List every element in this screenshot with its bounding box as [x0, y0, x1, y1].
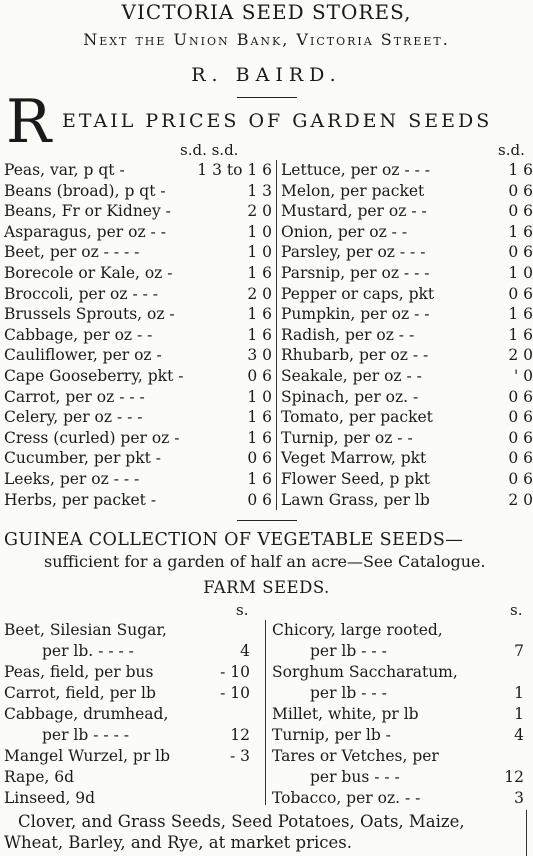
price-row: [281, 222, 533, 243]
price-row: [4, 222, 272, 243]
price-row: [4, 263, 272, 284]
price-row: [4, 387, 272, 408]
farm-seed-price: - 10: [220, 663, 250, 681]
guinea-heading: GUINEA COLLECTION OF VEGETABLE SEEDS—: [4, 530, 464, 550]
guinea-description: sufficient for a garden of half an acre—See Catalogue.: [44, 552, 486, 571]
seed-price: 1 6: [247, 264, 272, 282]
price-row: [281, 448, 533, 469]
seed-price: 0 6: [508, 243, 533, 262]
seed-name: Turnip, per oz - -: [281, 428, 413, 447]
seed-price: 2 0: [508, 490, 533, 509]
store-address: Next the Union Bank, Victoria Street.: [83, 30, 450, 49]
price-row: [281, 263, 533, 284]
farm-seed-price: 1: [514, 705, 524, 723]
price-row: [281, 469, 533, 490]
seed-name: Brussels Sprouts, oz -: [4, 305, 175, 324]
seed-name: Cape Gooseberry, pkt -: [4, 367, 184, 385]
seed-name: Veget Marrow, pkt: [281, 449, 427, 468]
heading-drop-cap: R: [6, 87, 52, 157]
seed-name: Pepper or caps, pkt: [281, 284, 435, 303]
seed-name: Cucumber, per pkt -: [4, 449, 161, 468]
price-row: [4, 428, 272, 449]
seed-name: Leeks, per oz - - -: [4, 470, 140, 488]
price-row: [4, 469, 272, 490]
seed-price: 0 6: [508, 470, 533, 488]
farm-seed-price: 4: [240, 642, 250, 660]
seed-price: 0 6: [508, 449, 533, 468]
price-row: [4, 325, 272, 346]
seed-name: Onion, per oz - -: [281, 222, 408, 241]
seed-price: 1 6: [247, 428, 272, 447]
farm-seed-text: Turnip, per lb -: [272, 726, 391, 744]
price-row: [281, 325, 533, 346]
price-row: [281, 387, 533, 408]
farm-seed-text: Tobacco, per oz. - -: [272, 789, 421, 807]
seed-price: 1 0: [508, 264, 533, 282]
price-row: [4, 366, 272, 387]
seed-price: 1 6: [508, 161, 533, 179]
seed-name: Lawn Grass, per lb: [281, 490, 430, 509]
seed-name: Melon, per packet: [281, 181, 425, 200]
seed-price: 0 6: [508, 284, 533, 303]
price-row: [4, 304, 272, 325]
farm-seed-price: - 3: [229, 747, 250, 765]
price-row: [281, 284, 533, 305]
right-unit-header: s.d.: [498, 141, 525, 159]
seed-price: 1 6: [508, 305, 533, 324]
price-row: [4, 284, 272, 305]
seed-name: Beans, Fr or Kidney -: [4, 202, 171, 221]
price-row: [4, 490, 272, 511]
seed-price: 1 6: [247, 470, 272, 488]
seed-price: 0 6: [247, 490, 272, 509]
price-row: [4, 448, 272, 469]
seed-name: Peas, var, p qt -: [4, 161, 125, 179]
footer-line-2: Wheat, Barley, and Rye, at market prices.: [4, 833, 352, 852]
store-title: VICTORIA SEED STORES,: [121, 0, 412, 24]
seed-price: 0 6: [508, 387, 533, 406]
seed-name: Borecole or Kale, oz -: [4, 264, 173, 282]
seed-name: Cauliflower, per oz -: [4, 346, 162, 365]
farm-seed-text: Tares or Vetches, per: [272, 747, 439, 765]
seed-price: 2 0: [247, 202, 272, 221]
seed-name: Celery, per oz - - -: [4, 408, 143, 427]
footer-line-1: Clover, and Grass Seeds, Seed Potatoes, Oats, Maize,: [18, 812, 465, 831]
price-row: [281, 490, 533, 511]
price-row: [281, 201, 533, 222]
farm-seed-price: 1: [514, 684, 524, 702]
seed-name: Seakale, per oz - -: [281, 367, 422, 385]
farm-seed-text: Cabbage, drumhead,: [4, 705, 169, 723]
price-row: [281, 366, 533, 387]
seed-price: 1 3 to 1 6: [197, 161, 272, 179]
seed-name: Herbs, per packet -: [4, 490, 157, 509]
seed-price: 0 6: [508, 202, 533, 221]
farm-seed-text: per lb - - - -: [42, 726, 129, 744]
seed-name: Tomato, per packet: [281, 408, 433, 427]
farm-seed-price: 3: [514, 789, 524, 807]
price-row: [281, 160, 533, 181]
section-rule: [237, 520, 297, 521]
seed-name: Beet, per oz - - - -: [4, 243, 140, 262]
farm-seed-text: Carrot, field, per lb: [4, 684, 156, 702]
seed-name: Mustard, per oz - -: [281, 202, 427, 221]
seed-price: 1 6: [247, 325, 272, 344]
seed-price: 1 6: [247, 305, 272, 324]
seed-name: Radish, per oz - -: [281, 325, 415, 344]
price-row: [4, 201, 272, 222]
column-divider: [276, 160, 277, 510]
farm-seed-text: Chicory, large rooted,: [272, 621, 443, 639]
price-row: [281, 181, 533, 202]
price-row: [281, 242, 533, 263]
farm-seed-text: Sorghum Saccharatum,: [272, 663, 458, 681]
seed-name: Pumpkin, per oz - -: [281, 305, 430, 324]
price-row: [4, 242, 272, 263]
price-row: [281, 345, 533, 366]
farm-seed-text: Rape, 6d: [4, 768, 74, 786]
farm-seed-text: Linseed, 9d: [4, 789, 96, 807]
farm-seed-text: Millet, white, pr lb: [272, 705, 419, 723]
price-row: [281, 428, 533, 449]
farm-seed-text: per lb. - - - -: [42, 642, 134, 660]
price-row: [4, 407, 272, 428]
farm-seed-text: per lb - - -: [310, 642, 387, 660]
farm-seed-text: Peas, field, per bus: [4, 663, 154, 681]
seed-name: Broccoli, per oz - - -: [4, 284, 159, 303]
seed-name: Carrot, per oz - - -: [4, 387, 145, 406]
price-row: [4, 181, 272, 202]
farm-seed-price: 4: [514, 726, 524, 744]
seed-price: 1 0: [247, 222, 272, 241]
left-unit-header: s.d. s.d.: [180, 141, 239, 159]
header-rule: [237, 97, 297, 98]
seed-price: 0 6: [247, 449, 272, 468]
farm-seed-price: 7: [514, 642, 524, 660]
price-row: [4, 160, 272, 181]
seed-name: Lettuce, per oz - - -: [281, 161, 431, 179]
farm-seed-text: per lb - - -: [310, 684, 387, 702]
seed-price: 0 6: [508, 408, 533, 427]
seed-price: 0 6: [508, 428, 533, 447]
seed-price: 1 6: [247, 408, 272, 427]
seed-price: 1 6: [508, 222, 533, 241]
seed-name: Rhubarb, per oz - -: [281, 346, 429, 365]
seed-price: 2 0: [508, 346, 533, 365]
farm-right-unit: s.: [510, 601, 523, 619]
seed-price: 1 0: [247, 243, 272, 262]
farm-column-divider: [265, 620, 266, 805]
farm-heading: FARM SEEDS.: [203, 578, 330, 597]
seed-price: 0 6: [508, 181, 533, 200]
seed-price: 1 3: [247, 181, 272, 200]
farm-left-unit: s.: [236, 601, 249, 619]
farm-seed-text: per bus - - -: [310, 768, 400, 786]
farm-seed-price: 12: [230, 726, 250, 744]
seed-price: 2 0: [247, 284, 272, 303]
retail-heading: ETAIL PRICES OF GARDEN SEEDS: [62, 110, 493, 132]
seed-name: Asparagus, per oz - -: [4, 222, 166, 241]
seed-price: ' 0: [513, 367, 533, 385]
farm-seed-text: Mangel Wurzel, pr lb: [4, 747, 171, 765]
farm-seed-text: Beet, Silesian Sugar,: [4, 621, 167, 639]
price-row: [281, 304, 533, 325]
seed-price: 0 6: [247, 367, 272, 385]
price-row: [4, 345, 272, 366]
owner-name: R. BAIRD.: [191, 64, 342, 86]
seed-name: Parsnip, per oz - - -: [281, 264, 430, 282]
footer-edge-line: [526, 810, 527, 856]
seed-name: Flower Seed, p pkt: [281, 470, 430, 488]
seed-name: Cabbage, per oz - -: [4, 325, 153, 344]
farm-seed-price: 12: [504, 768, 524, 786]
seed-name: Cress (curled) per oz -: [4, 428, 180, 447]
seed-price: 3 0: [247, 346, 272, 365]
seed-name: Beans (broad), p qt -: [4, 181, 166, 200]
price-row: [281, 407, 533, 428]
seed-name: Spinach, per oz. -: [281, 387, 419, 406]
farm-seed-price: - 10: [220, 684, 250, 702]
seed-name: Parsley, per oz - - -: [281, 243, 426, 262]
seed-price: 1 6: [508, 325, 533, 344]
seed-price: 1 0: [247, 387, 272, 406]
